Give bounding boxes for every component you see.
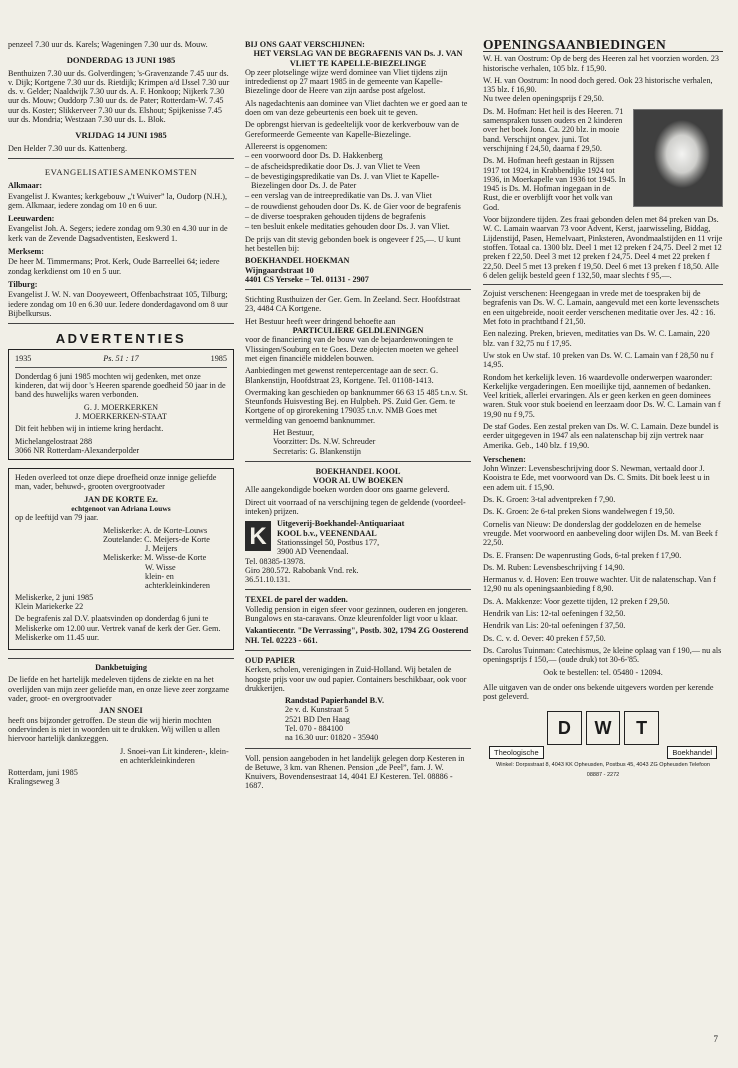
- list-item: Ds. E. Fransen: De wapenrusting Gods, 6-tal preken f 17,90.: [483, 550, 682, 560]
- list-item: – de rouwdienst gehouden door Ds. K. de Gier voor de begrafenis: [245, 201, 461, 211]
- kool-addr: Tel. 08385-13978.: [245, 556, 306, 566]
- pension-text: Voll. pension aangeboden in het landelijk gelegen dorp Kesteren in de Betuwe, 3 km. van Rhenen. Pension „de Peel”, fam. J. W. Knuivers, Bovendensestraat 14, 4041 EJ Kesteren. Tel. 08886 - 1687.: [245, 753, 465, 791]
- shop-city: 4401 CS Yerseke – Tel. 01131 - 2907: [245, 274, 369, 284]
- announcement-price: De prijs van dit stevig gebonden boek is ongeveer f 25,—. U kunt het bestellen bij:: [245, 234, 461, 253]
- list-item: Hendrik van Lis: 12-tal oefeningen f 32,50.: [483, 609, 626, 619]
- advertenties-heading: ADVERTENTIES: [55, 331, 187, 347]
- list-item: – de afscheidspredikatie door Ds. J. van Vliet te Veen: [245, 161, 420, 171]
- dank-name: JAN SNOEI: [99, 706, 143, 716]
- texel-text: Volledig pension in eigen sfeer voor gezinnen, ouderen en jongeren. Bungalows en sta-caravans. Onze kleurenfolder ligt voor u klaar.: [245, 604, 468, 624]
- ad-anniversary-thanks: Dit feit hebben wij in intieme kring herdacht.: [15, 424, 164, 434]
- bijzondere-text: Voor bijzondere tijden. Zes fraai gebonden delen met 84 preken van Ds. W. C. Lamain waarvan 73 voor Advent, Kerst, jaarwisseling, Biddag, Lijdenstijd, Pasen, Hemelvaart, Pinksteren, Avondmaalstijden en 11 vrije stoffen. Totaal ca. 1300 blz. Deel 1 met 12 preken f 24,75. Deel 2 met 12 preken f 22,50. Deel 3 met 12 preken f 24,75. Deel 4 met 22 preken f 22,50. Deel 5 met 13 preken f 19,50. Deel 6 met 13 preken f 18,50. Alle 6 delen gelijk besteld geen f 132,50, maar slechts f 95,—.: [483, 215, 723, 280]
- oud-papier-heading: OUD PAPIER: [245, 655, 296, 665]
- dank-place: Rotterdam, juni 1985: [8, 768, 78, 778]
- list-item: – ten besluit enkele meditaties gehouden door Ds. J. van Vliet.: [245, 222, 450, 232]
- evang-label: Merksem:: [8, 247, 44, 257]
- dank-place: Kralingseweg 3: [8, 777, 60, 787]
- kool-text: Alle aangekondigde boeken worden door ons gaarne geleverd.: [245, 485, 450, 495]
- evang-label: Leeuwarden:: [8, 214, 55, 224]
- year-end: 1985: [210, 354, 227, 364]
- ad-address: 3066 NR Rotterdam-Alexanderpolder: [15, 445, 140, 455]
- kool-logo: K: [245, 521, 271, 551]
- year-start: 1935: [15, 354, 32, 364]
- divider: [245, 461, 471, 462]
- family-line: J. Meijers: [145, 544, 178, 554]
- zojuist-text: Zojuist verschenen: Heengegaan in vrede met de toespraken bij de begrafenis van Ds. W. C. Lamain, aangevuld met een korte levensschets en een uitgebreide, nooit eerder verschenen meditatie over Jes. 42 : 16. Met foto in prachtband f 21,50.: [483, 289, 720, 327]
- oud-papier-text: Kerken, scholen, verenigingen in Zuid-Holland. Wij betalen de hoogste prijs voor uw oud papier. Containers beschikbaar, ook voor drukkerijen.: [245, 665, 467, 693]
- logo-letter: D: [547, 711, 582, 745]
- ad-dankbetuiging: [8, 658, 234, 787]
- logo-letter: W: [586, 711, 621, 745]
- evang-text: Evangelist Joh. A. Segers; iedere zondag om 9.30 en 4.30 uur in de kerk van de Zevende Dagsadventisten, Eeskwerd 1.: [8, 224, 228, 243]
- kool-text2: Direct uit voorraad of na verschijning tegen de geldende (voordeel-inteken) prijzen.: [245, 497, 466, 517]
- oud-addr: 2521 BD Den Haag: [285, 714, 350, 724]
- family-line: W. Wisse: [145, 562, 176, 572]
- obituary-spouse: echtgenoot van Adriana Louws: [71, 503, 171, 513]
- donderdag-heading: DONDERDAG 13 JUNI 1985: [66, 55, 176, 66]
- staf-text: De staf Godes. Een zestal preken van Ds. W. C. Lamain. Deze bundel is eerder uitgegeven in 1947 als een nalatenschap bij zijn vertrek naar Amerika. Geb., 140 blz. f 19,90.: [483, 421, 719, 450]
- evangelisatie-list: [8, 181, 234, 318]
- list-item: Hermanus v. d. Hoven: Een trouwe wachter. Uit de nalatenschap. Van f 12,90 nu als openingsaanbieding f 8,90.: [483, 575, 716, 594]
- announcement-p4: Allereerst is opgenomen:: [245, 141, 328, 151]
- sign-line: Voorzitter: Ds. N.W. Schreuder: [273, 437, 376, 447]
- list-item: John Winzer: Levensbeschrijving door S. Newman, vertaald door J. Kooistra te Ede, met voorwoord van Ds. C. Smits. Dit boek leest u in een adem uit. f 15,90.: [483, 464, 710, 492]
- list-item: Ds. A. Makkenze: Voor gezette tijden, 12 preken f 29,50.: [483, 596, 670, 606]
- announcement-p1: Op zeer plotselinge wijze werd dominee van Vliet tijdens zijn intrededienst op 27 maart 1985 in de gemeente van Kapelle-Biezelinge door de Heere van zijn aardse post afgelost.: [245, 67, 448, 96]
- stichting-text: Stichting Rusthuizen der Ger. Gem. In Zeeland. Secr. Hoofdstraat 23, 4484 CA Kortgene.: [245, 295, 461, 314]
- alle-text: Alle uitgaven van de onder ons bekende uitgevers worden per kerende post geleverd.: [483, 682, 714, 702]
- bestellen-text: Ook te bestellen: tel. 05480 - 12094.: [543, 667, 663, 677]
- vrijdag-text: Den Helder 7.30 uur ds. Kattenberg.: [8, 143, 127, 153]
- column-middle: [245, 40, 471, 794]
- hofman-text2: Ds. M. Hofman heeft gestaan in Rijssen 1917 tot 1924, in Krabbendijke 1924 tot 1936, in Moerkapelle van 1936 tot 1945. In 1945 is Ds. M. Hofman ingegaan in de Rust, die er overblijft voor het volk van God.: [483, 156, 626, 212]
- list-item: Ds. Carolus Tuinman: Catechismus, 2e kleine oplaag van f 190,— nu als openingsprijs f 150,— (oude druk) tot 30-6-'85.: [483, 645, 722, 665]
- divider: [8, 158, 234, 159]
- contents-list: [245, 151, 471, 231]
- column-right: [483, 37, 723, 778]
- rondom-text: Rondom het kerkelijk leven. 16 waardevolle onderwerpen waaronder: Kerkelijke vergaderingen. Een moeilijke tijd, aannemen of bedanken. Veel kritiek, allerlei ervaringen. Als er geen kerken en geen dominees waren. Stuk voor stuk boeiend en leerzaam door Ds. W. C. Lamain van f 19,90 nu f 9,75.: [483, 372, 721, 419]
- oud-addr: Randstad Papierhandel B.V.: [285, 696, 385, 706]
- oud-papier-address: [245, 696, 471, 742]
- stok-text: Uw stok en Uw staf. 10 preken van Ds. W. C. Lamain van f 28,50 nu f 14,95.: [483, 350, 714, 370]
- ad-anniversary-text: Donderdag 6 juni 1985 mochten wij gedenken, met onze kinderen, dat wij door 's Heeren sparende goedheid 50 jaar in de band des huwelijks waren verbonden.: [15, 371, 226, 400]
- oud-addr: na 16.30 uur: 01820 - 35940: [285, 733, 379, 743]
- offer-item: W. H. van Oostrum: Op de berg des Heeren zal het voorzien worden. 23 historische verhalen, 105 blz. f 15,90.: [483, 54, 720, 73]
- shop-street: Wijngaardstraat 10: [245, 265, 314, 275]
- announcement-title: HET VERSLAG VAN DE BEGRAFENIS VAN Ds. J. VAN VLIET TE KAPELLE-BIEZELINGE: [253, 49, 463, 68]
- obituary-place: Meliskerke, 2 juni 1985: [15, 592, 94, 602]
- family-line: Zoutelande: C. Meijers-de Korte: [103, 534, 210, 544]
- family-line: klein- en achterkleinkinderen: [145, 572, 211, 591]
- bestuur-text: Het Bestuur heeft weer dringend behoefte aan: [245, 316, 396, 326]
- portrait-photo: [633, 109, 723, 207]
- hofman-text: Ds. M. Hofman: Het heil is des Heeren. 71 samenspraken tussen ouders en 2 kinderen over het boek Jona. Ca. 220 blz. in mooie band. Verschijnt ongev. juni. Tot verschijning f 24,50, daarna f 29,50.: [483, 106, 624, 153]
- ad-anniversary: [8, 349, 234, 460]
- page-number: 7: [713, 1034, 718, 1044]
- donderdag-text: Benthuizen 7.30 uur ds. Golverdingen; 's-Gravenzande 7.45 uur ds. v. Dijk; Kortgene 7.30 uur ds. Rietdijk; Krimpen a/d IJssel 7.30 uur ds. v. Gelder; Naaldwijk 7.30 uur ds. A. F. Honkoop; Nijkerk 7.30 uur ds. Mouw; Ouddorp 7.30 uur ds. de Pater; Rotterdam-W. 7.45 uur ds. Koster; Slikkerveer 7.30 uur ds. Elshout; Spijkenisse 7.45 uur ds. Mondria; Westzaan 7.30 uur ds. L. Blok.: [8, 68, 230, 125]
- psalm-ref: Ps. 51 : 17: [103, 354, 139, 364]
- announcement-p2: Als nagedachtenis aan dominee van Vliet dachten we er goed aan te doen om van deze gebeurtenis een boek uit te geven.: [245, 98, 468, 118]
- bestuur-signature: [245, 428, 471, 456]
- verschenen-heading: Verschenen:: [483, 454, 526, 464]
- logo-left-label: Theologische: [489, 746, 544, 759]
- list-item: Hendrik van Lis: 20-tal oefeningen f 37,50.: [483, 621, 626, 631]
- column-left: [8, 40, 234, 787]
- kool-addr: Uitgeverij-Boekhandel-Antiquariaat: [277, 519, 405, 529]
- obituary-place: Klein Mariekerke 22: [15, 601, 84, 611]
- list-item: Ds. M. Ruben: Levensbeschrijving f 14,90.: [483, 562, 625, 572]
- list-item: Ds. K. Groen: 3-tal adventpreken f 7,90.: [483, 495, 616, 505]
- list-item: Cornelis van Nieuw: De donderslag der goddelozen en de hemelse vreugde. Met voorwoord en aanbeveling door wijlen Ds. M. van Beek f 22,50.: [483, 519, 718, 548]
- divider: [483, 284, 723, 285]
- kool-block: [245, 519, 471, 584]
- dank-text2: heeft ons bijzonder getroffen. De steun die wij hierin mochten ondervinden is niet in woorden uit te drukken. Wij willen u allen hiervoor hartelijk dankzeggen.: [8, 715, 220, 744]
- geld-text2: Aanbiedingen met gewenst rentepercentage aan de secr. G. Blankenstijn, Hoofdstraat 23, Kortgene. Tel. 01108-1413.: [245, 366, 439, 385]
- kool-heading: BOEKHANDEL KOOL: [315, 466, 401, 476]
- announcement-p3: De opbrengst hiervan is gedeeltelijk voor de kerkverbouw van de Gereformeerde Gemeente van Kapelle-Biezelinge.: [245, 120, 459, 139]
- evang-text: Evangelist J. Kwantes; kerkgebouw „'t Wuiver” la, Oudorp (N.H.), gem. Alkmaar, iedere zondag om 10 en 6 uur.: [8, 191, 228, 210]
- logo-footer: Winkel: Dorpsstraat 8, 4043 KK Opheusden, Postbus 45, 4043 ZG Opheusden Telefoon 08887 - 2272: [496, 762, 710, 778]
- sign-line: Secretaris: G. Blankenstijn: [273, 446, 361, 456]
- oud-addr: 2e v. d. Kunstraat 5: [285, 705, 349, 715]
- ad-anniversary-header: [15, 354, 227, 367]
- family-line: Meliskerke: M. Wisse-de Korte: [103, 553, 207, 563]
- dank-sign: J. Snoei-van Lit kinderen-, klein- en achterkleinkinderen: [120, 746, 229, 765]
- list-item: – een verslag van de intreepredikatie van Ds. J. van Vliet: [245, 191, 432, 201]
- obituary-text: Heden overleed tot onze diepe droefheid onze innige geliefde man, vader, behuwd-, grooten overgrootvader: [15, 473, 217, 492]
- announcement-heading: BIJ ONS GAAT VERSCHIJNEN:: [245, 40, 365, 49]
- vrijdag-heading: VRIJDAG 14 JUNI 1985: [75, 130, 167, 141]
- logo-letters: [547, 711, 659, 745]
- evang-text: Evangelist J. W. N. van Dooyeweert, Offenbachstraat 105, Tilburg; iedere zondag om 10 en 6.30 uur. Iedere donderdagavond om 8 uur Bijbelkursus.: [8, 290, 228, 318]
- divider: [245, 748, 471, 749]
- kool-subheading: VOOR AL UW BOEKEN: [313, 476, 403, 486]
- divider: [8, 323, 234, 324]
- evangelisatie-heading: EVANGELISATIESAMENKOMSTEN: [44, 166, 198, 177]
- list-item: Ds. K. Groen: 2e 6-tal preken Sions wandelwegen f 19,50.: [483, 507, 675, 517]
- texel-heading: TEXEL de parel der wadden.: [245, 595, 348, 605]
- logo-letter: T: [624, 711, 659, 745]
- kool-addr: Giro 280.572. Rabobank Vnd. rek.: [245, 565, 359, 575]
- ad-obituary: [8, 468, 234, 650]
- sign-line: Het Bestuur,: [273, 427, 315, 437]
- kool-addr: Stationssingel 50, Postbus 177,: [277, 537, 380, 547]
- ad-name: J. MOERKERKEN-STAAT: [75, 411, 167, 421]
- evang-label: Alkmaar:: [8, 181, 43, 191]
- list-item: – de diverse toespraken gehouden tijdens de begrafenis: [245, 212, 426, 222]
- kool-addr: 36.51.10.131.: [245, 575, 291, 585]
- dank-heading: Dankbetuiging: [95, 663, 147, 673]
- boekhandel-logo: [489, 711, 717, 778]
- kool-addr: 3900 AD Veenendaal.: [277, 547, 349, 557]
- intro-text: penzeel 7.30 uur ds. Karels; Wageningen 7.30 uur ds. Mouw.: [8, 40, 208, 49]
- ad-address: Michelangelostraat 288: [15, 436, 93, 446]
- list-item: – een voorwoord door Ds. D. Hakkenberg: [245, 151, 383, 161]
- verschenen-list: [483, 464, 723, 664]
- openingsaanbiedingen-title: OPENINGSAANBIEDINGEN: [483, 40, 723, 52]
- list-item: Ds. C. v. d. Oever: 40 preken f 57,50.: [483, 633, 606, 643]
- obituary-age: op de leeftijd van 79 jaar.: [15, 513, 99, 523]
- obituary-burial: De begrafenis zal D.V. plaatsvinden op donderdag 6 juni te Meliskerke om 12.00 uur. Vertrek vanaf de kerk der Ger. Gem. Meliskerke om 11.45 uur.: [15, 614, 221, 642]
- kool-addr: KOOL b.v., VEENENDAAL: [277, 528, 377, 538]
- nalezing-text: Een nalezing. Preken, brieven, meditaties van Ds. W. C. Lamain, 220 blz. van f 32,75 nu f 17,95.: [483, 329, 710, 348]
- evang-label: Tilburg:: [8, 279, 38, 289]
- divider: [245, 589, 471, 590]
- list-item: – de bevestigingspredikatie van Ds. J. van Vliet te Kapelle-Biezelingen door Ds. J. de Pater: [245, 171, 440, 191]
- geld-text3: Overmaking kan geschieden op banknummer 66 63 15 485 t.n.v. St. Steunfonds Huisvesting Bej. en Hulpbeh. PS. Zuid Ger. Gem. te Kortgene of op girorekening 179035 t.n.v. NMB Goes met vermelding van genoemd banknummer.: [245, 387, 468, 425]
- obituary-family: [103, 526, 227, 591]
- obituary-name: JAN DE KORTE Ez.: [84, 494, 158, 504]
- evang-text: De heer M. Timmermans; Prot. Kerk, Oude Barreellei 64; iedere zondag kerkdienst om 10 en 5 uur.: [8, 257, 220, 276]
- offer-item: Nu twee delen openingsprijs f 29,50.: [483, 94, 604, 104]
- divider: [245, 650, 471, 651]
- offer-item: W. H. van Oostrum: In nood doch gered. Ook 23 historische verhalen, 135 blz. f 16,90.: [483, 75, 713, 95]
- texel-text2: Vakantiecentr. "De Verrassing", Postb. 302, 1794 ZG Oosterend NH. Tel. 02223 - 661.: [245, 626, 469, 645]
- oud-addr: Tel. 070 - 884100: [285, 724, 344, 733]
- ad-name: G. J. MOERKERKEN: [83, 402, 159, 412]
- dank-text: De liefde en het hartelijk medeleven tijdens de ziekte en na het overlijden van mijn zeer geliefde man, en onze lieve zeer zorgzame vader, groot- en overgrootvader: [8, 675, 230, 704]
- geld-text: voor de financiering van de bouw van de bejaardenwoningen te Vlissingen/Souburg en te Goes. Deze objecten moeten we geheel met eigen financiële middelen bouwen.: [245, 335, 459, 363]
- shop-name: BOEKHANDEL HOEKMAN: [245, 256, 350, 266]
- logo-right-label: Boekhandel: [667, 746, 717, 759]
- family-line: Meliskerke: A. de Korte-Louws: [103, 525, 208, 535]
- logo-bar: [489, 745, 717, 759]
- geldleningen-heading: PARTICULIERE GELDLENINGEN: [292, 326, 424, 336]
- divider: [245, 289, 471, 290]
